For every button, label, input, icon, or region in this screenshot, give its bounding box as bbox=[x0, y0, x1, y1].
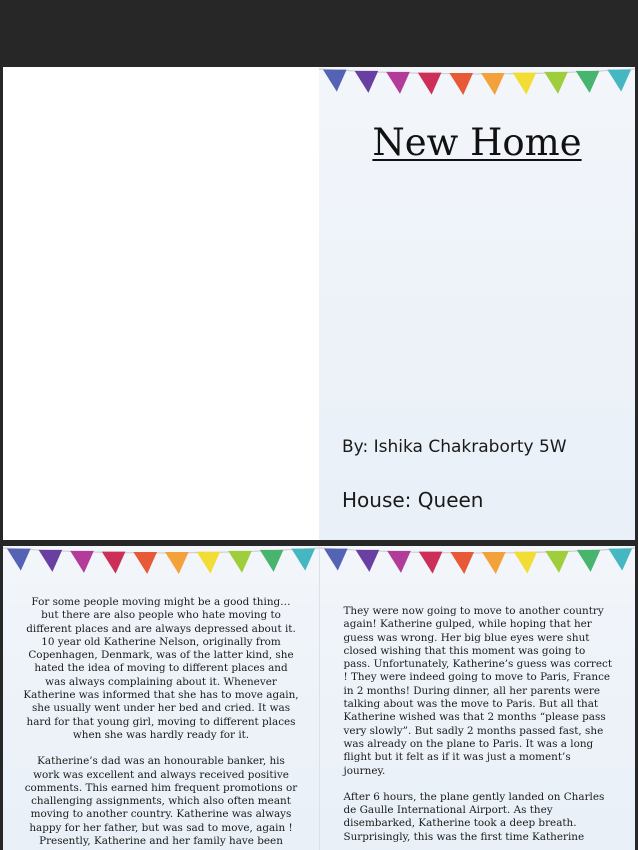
blank-page bbox=[3, 67, 319, 540]
bunting-flag bbox=[102, 552, 126, 574]
bunting-flag bbox=[355, 550, 379, 572]
bunting-flag bbox=[387, 551, 411, 573]
bunting-flag bbox=[133, 552, 157, 574]
bunting-flag bbox=[608, 549, 632, 571]
bunting-flag bbox=[449, 73, 473, 95]
bunting-flag bbox=[576, 550, 600, 572]
story-paragraph: After 6 hours, the plane gently landed on Charles de Gaulle International Airport. As they disembarked, Katherine took a deep breath. Surprisingly, this was the first time Katherine bbox=[343, 790, 605, 843]
story-paragraph: For some people moving might be a good thing… but there are also people who hate moving to different places and are always depressed about it. 10 year old Katherine Nelson, originally from Copenhagen, Denmark, was of the latter kind, she hated the idea of moving to different places and was always complaining about it. Whenever Katherine was informed that she has to move again, she usually went under her bed and cried. It was hard for that young girl, moving to different places when she was hardly ready for it. bbox=[23, 596, 299, 741]
story-page-right bbox=[320, 546, 636, 850]
bunting-flag bbox=[7, 549, 31, 571]
bunting-flag bbox=[482, 552, 506, 574]
bunting-flag bbox=[324, 549, 348, 571]
story-paragraph: They were now going to move to another country again! Katherine gulped, while hoping that her guess was wrong. Her big blue eyes were shut closed wishing that this moment was going to pass. Unfortunately, Katherine’s guess was correct ! They were indeed going to move to Paris, France in 2 months! During dinner, all her parents were talking about was the move to Paris. But all that Katherine wished was that 2 months “please pass very slowly”. But sadly 2 months passed fast, she was already on the plane to Paris. It was a long flight but it felt as if it was just a moment’s journey. bbox=[343, 605, 613, 777]
bunting-flag bbox=[450, 552, 474, 574]
bunting-flag bbox=[544, 72, 568, 94]
bunting-flag bbox=[39, 550, 63, 572]
bunting-flag bbox=[513, 552, 537, 574]
bunting-flag bbox=[607, 70, 631, 92]
bunting-flag bbox=[418, 552, 442, 574]
bunting-flag bbox=[165, 552, 189, 574]
book-spread-cover bbox=[3, 67, 635, 540]
story-text-right bbox=[320, 605, 636, 850]
bunting-flag bbox=[228, 551, 252, 573]
cover-page bbox=[319, 67, 635, 540]
bunting-flag bbox=[513, 73, 537, 95]
bunting-flag bbox=[386, 72, 410, 94]
bunting-flag bbox=[576, 71, 600, 93]
bunting-flag bbox=[291, 549, 315, 571]
story-paragraph: Katherine’s dad was an honourable banker, his work was excellent and always received positive comments. This earned him frequent promotions or challenging assignments, which also often meant moving to another country. Katherine was always happy for her father, but was sad to move, again ! Presently, Katherine and her family have been bbox=[24, 755, 298, 848]
bunting-flag bbox=[481, 73, 505, 95]
bunting-decoration bbox=[320, 546, 636, 586]
page-title: New Home bbox=[372, 121, 582, 164]
bunting-flag bbox=[323, 70, 347, 92]
bunting-flag bbox=[260, 550, 284, 572]
author-byline: By: Ishika Chakraborty 5W bbox=[342, 437, 567, 457]
bunting-flag bbox=[545, 551, 569, 573]
bunting-decoration bbox=[319, 67, 635, 107]
bunting-flag bbox=[418, 73, 442, 95]
bunting-flag bbox=[355, 71, 379, 93]
bunting-flag bbox=[197, 552, 221, 574]
story-page-left bbox=[3, 546, 320, 850]
house-label: House: Queen bbox=[342, 488, 484, 512]
bunting-flag bbox=[70, 551, 94, 573]
bunting-decoration bbox=[3, 546, 319, 586]
book-spread-story bbox=[3, 546, 635, 850]
story-text-left bbox=[3, 596, 319, 850]
